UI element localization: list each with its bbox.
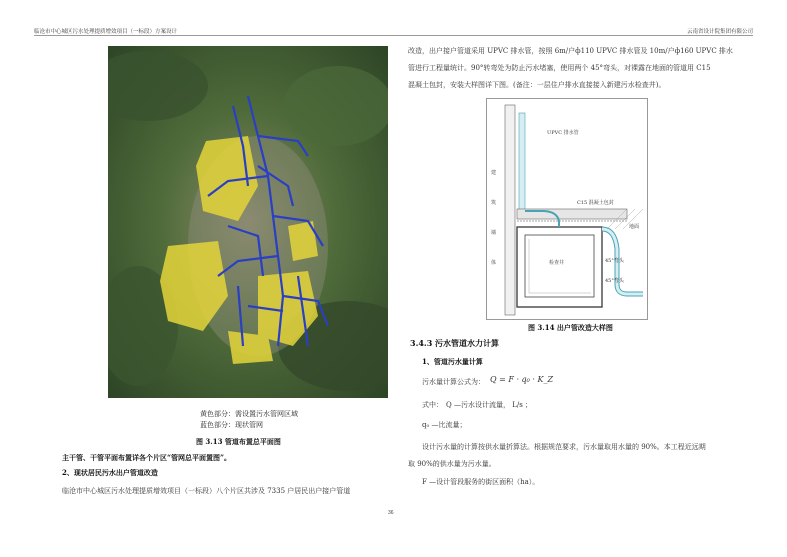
label-wall-2: 筑 <box>491 200 497 206</box>
formula: Q = F · q₀ · K_Z <box>490 375 554 384</box>
pipeline-layout-map <box>108 46 388 398</box>
legend-blue: 蓝色部分：现状管网 <box>200 421 263 429</box>
paragraph-line-1: 改造，出户接户管道采用 UPVC 排水管，按照 6m/户ф110 UPVC 排水管及 10m/户ф160 UPVC 排水 <box>408 47 733 55</box>
where-label: 式中： <box>422 401 443 409</box>
paragraph-line-3: 混凝土包封，安装大样图详下图。(备注：一层住户排水直接接入新建污水检查井)。 <box>408 81 666 89</box>
label-wall-4: 体 <box>491 260 497 266</box>
label-upvc: UPVC 排水管 <box>547 130 579 136</box>
paragraph-calc-1: 设计污水量的计算按供水量折算法。根据规范要求，污水量取用水量的 90%。本工程近远期 <box>422 443 706 451</box>
formula-label: 污水量计算公式为： <box>422 378 485 386</box>
label-wall-1: 建 <box>491 170 497 176</box>
header-project-title: 临沧市中心城区污水处理提质增效项目（一标段）方案设计 <box>34 29 178 35</box>
figure-caption-3-13: 图 3.13 管道布置总平面图 <box>196 437 281 446</box>
paragraph-household: 临沧市中心城区污水处理提质增效项目（一标段）八个片区共涉及 7335 户居民出户接户管道 <box>62 487 351 495</box>
header-company: 云南省设计院集团有限公司 <box>686 29 753 35</box>
paragraph-main-pipe: 主干管、干管平面布置详各个片区“管网总平面置图”。 <box>62 453 232 462</box>
paragraph-calc-2: 取 90%的供水量为污水量。 <box>408 460 496 468</box>
section-heading-2: 2、现状居民污水出户管道改造 <box>62 468 158 477</box>
label-elbow-1: 45°弯头 <box>605 258 624 264</box>
label-ground: 地面 <box>629 224 640 230</box>
page-number: 36 <box>388 510 394 516</box>
figure-caption-3-14: 图 3.14 出户管改造大样图 <box>528 323 613 332</box>
label-c15: C15 混凝土包封 <box>577 200 614 206</box>
legend-yellow: 黄色部分：需设置污水管网区域 <box>200 410 298 418</box>
specific-flow: q₀ —比流量； <box>422 421 467 429</box>
label-pit: 检查井 <box>549 260 565 266</box>
paragraph-line-2: 管进行工程量统计。90°转弯处为防止污水堵塞，使用两个 45°弯头，对裸露在地面的管道用 C15 <box>408 64 711 72</box>
page-header <box>0 0 787 36</box>
header-rule <box>34 35 753 36</box>
outlet-pipe-detail-diagram <box>486 98 648 320</box>
section-heading-3-4-3: 3.4.3 污水管道水力计算 <box>410 338 500 348</box>
label-wall-3: 墙 <box>491 230 497 236</box>
area-definition: F —设计管段服务的街区面积（ha）。 <box>422 478 540 486</box>
where-q: Q —污水设计流量， L/s ； <box>446 401 533 409</box>
label-elbow-2: 45°弯头 <box>605 278 624 284</box>
subheading-sewage-volume: 1、管道污水量计算 <box>422 357 483 366</box>
